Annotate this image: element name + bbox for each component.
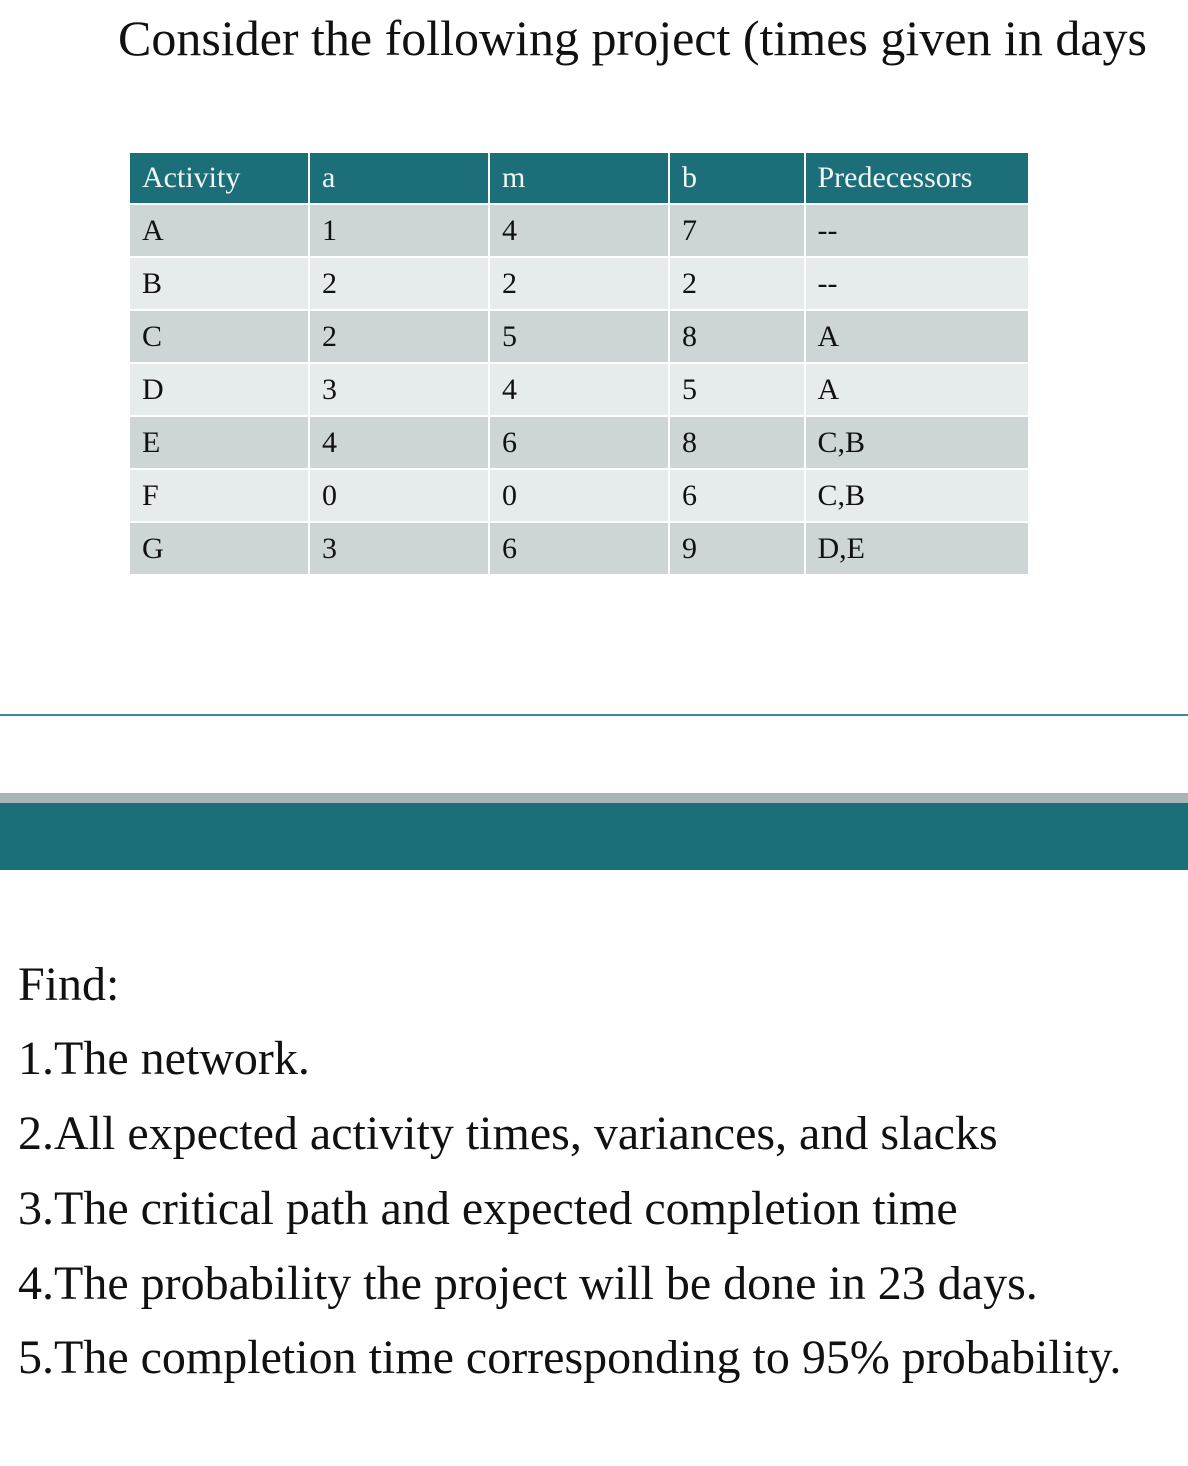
table-header-row — [129, 152, 1029, 204]
table-row — [129, 257, 1029, 310]
cell-b: 8 — [669, 310, 805, 363]
table-row — [129, 204, 1029, 257]
cell-a: 0 — [309, 469, 489, 522]
question-list — [18, 1030, 1178, 1403]
find-heading: Find: — [18, 958, 120, 1011]
question-item: 2.All expected activity times, variances, and slacks — [18, 1107, 998, 1160]
cell-predecessors: C,B — [805, 416, 1030, 469]
cell-predecessors: D,E — [805, 522, 1030, 575]
slide-band-gray — [0, 793, 1188, 803]
cell-m: 4 — [489, 204, 669, 257]
header-a: a — [309, 152, 489, 204]
cell-m: 5 — [489, 310, 669, 363]
cell-predecessors: A — [805, 310, 1030, 363]
cell-activity: E — [129, 416, 309, 469]
activity-table-container — [128, 151, 1030, 576]
table-row — [129, 522, 1029, 575]
cell-a: 1 — [309, 204, 489, 257]
cell-activity: D — [129, 363, 309, 416]
question-item: 5.The completion time corresponding to 95% probability. — [18, 1331, 1122, 1384]
cell-predecessors: A — [805, 363, 1030, 416]
activity-table — [128, 151, 1030, 576]
cell-b: 8 — [669, 416, 805, 469]
table-row — [129, 416, 1029, 469]
cell-m: 2 — [489, 257, 669, 310]
cell-m: 6 — [489, 522, 669, 575]
cell-m: 4 — [489, 363, 669, 416]
header-activity: Activity — [129, 152, 309, 204]
cell-b: 2 — [669, 257, 805, 310]
cell-m: 6 — [489, 416, 669, 469]
cell-b: 7 — [669, 204, 805, 257]
cell-a: 2 — [309, 310, 489, 363]
cell-activity: B — [129, 257, 309, 310]
cell-b: 6 — [669, 469, 805, 522]
table-row — [129, 310, 1029, 363]
question-item: 3.The critical path and expected completion time — [18, 1182, 958, 1235]
header-b: b — [669, 152, 805, 204]
cell-predecessors: -- — [805, 257, 1030, 310]
cell-predecessors: -- — [805, 204, 1030, 257]
header-predecessors: Predecessors — [805, 152, 1030, 204]
cell-m: 0 — [489, 469, 669, 522]
cell-b: 5 — [669, 363, 805, 416]
cell-a: 3 — [309, 363, 489, 416]
cell-activity: C — [129, 310, 309, 363]
header-m: m — [489, 152, 669, 204]
table-row — [129, 363, 1029, 416]
cell-activity: G — [129, 522, 309, 575]
cell-a: 3 — [309, 522, 489, 575]
cell-a: 4 — [309, 416, 489, 469]
slide-divider-line — [0, 714, 1188, 716]
page-title: Consider the following project (times given in days — [118, 10, 1147, 66]
table-row — [129, 469, 1029, 522]
cell-a: 2 — [309, 257, 489, 310]
question-item: 1.The network. — [18, 1032, 310, 1085]
slide-band-teal — [0, 803, 1188, 870]
cell-b: 9 — [669, 522, 805, 575]
question-item: 4.The probability the project will be done in 23 days. — [18, 1257, 1038, 1310]
cell-activity: F — [129, 469, 309, 522]
cell-activity: A — [129, 204, 309, 257]
cell-predecessors: C,B — [805, 469, 1030, 522]
